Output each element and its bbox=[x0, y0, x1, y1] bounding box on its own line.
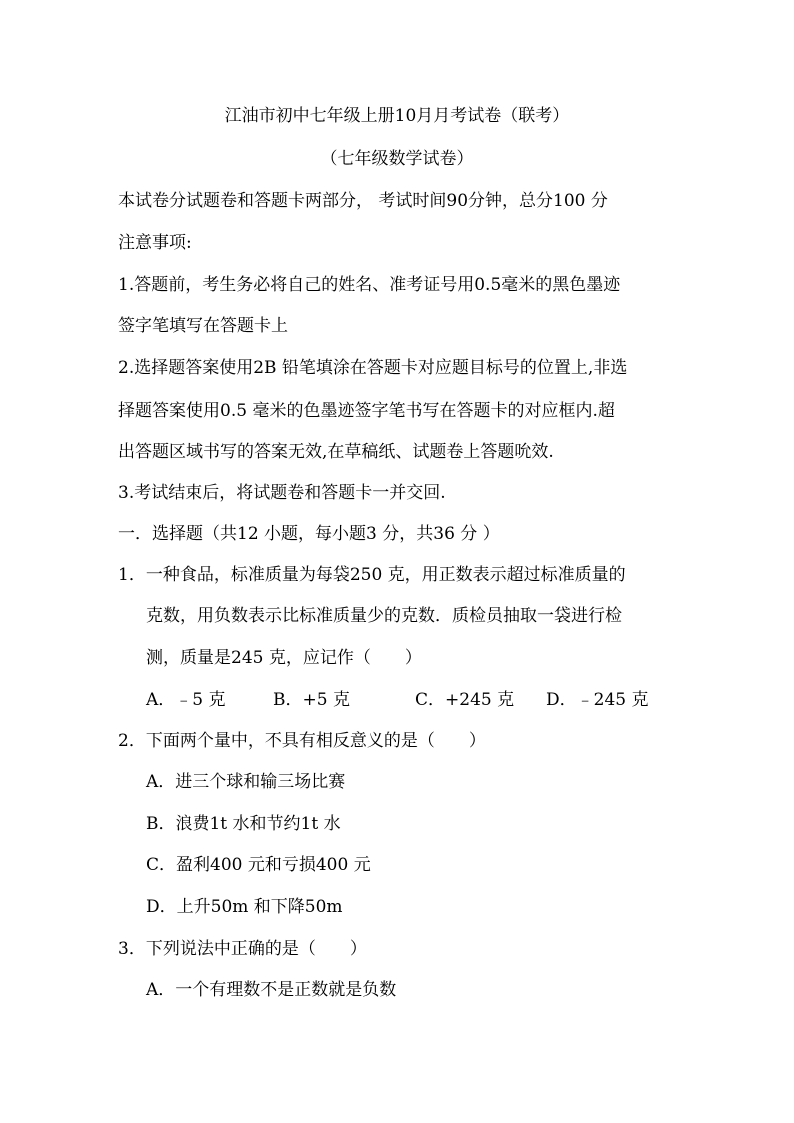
question-3-stem: 3．下列说法中正确的是（ ） bbox=[118, 939, 367, 959]
notice-line: 1.答题前，考生务必将自己的姓名、准考证号用0.5毫米的黑色墨迹 bbox=[118, 275, 621, 295]
question-2-option-a: A．进三个球和输三场比赛 bbox=[146, 772, 346, 792]
question-2-option-b: B．浪费1t 水和节约1t 水 bbox=[146, 814, 341, 834]
exam-intro: 本试卷分试题卷和答题卡两部分， 考试时间90分钟，总分100 分 bbox=[118, 191, 608, 211]
section-title: 一．选择题（共12 小题，每小题3 分，共36 分 ） bbox=[118, 524, 500, 544]
question-3-option-a: A．一个有理数不是正数就是负数 bbox=[146, 980, 397, 1000]
exam-subtitle: （七年级数学试卷） bbox=[320, 149, 474, 169]
notice-line: 择题答案使用0.5 毫米的色墨迹签字笔书写在答题卡的对应框内.超 bbox=[118, 401, 615, 421]
question-1-stem: 测，质量是245 克，应记作（ ） bbox=[146, 648, 422, 668]
question-2-option-d: D．上升50m 和下降50m bbox=[146, 897, 343, 917]
notice-line: 2.选择题答案使用2B 铅笔填涂在答题卡对应题目标号的位置上,非选 bbox=[118, 358, 628, 378]
notice-line: 出答题区域书写的答案无效,在草稿纸、试题卷上答题吮效. bbox=[118, 442, 554, 462]
notice-line: 签字笔填写在答题卡上 bbox=[118, 316, 288, 336]
question-2-option-c: C．盈利400 元和亏损400 元 bbox=[146, 855, 371, 875]
question-1-stem: 克数，用负数表示比标准质量少的克数．质检员抽取一袋进行检 bbox=[146, 606, 622, 626]
question-2-stem: 2．下面两个量中，不具有相反意义的是（ ） bbox=[118, 731, 486, 751]
question-1-option-b: B．+5 克 bbox=[273, 690, 350, 710]
question-1-option-d: D．﹣245 克 bbox=[546, 690, 649, 710]
question-1-option-a: A．﹣5 克 bbox=[146, 690, 226, 710]
notice-heading: 注意事项: bbox=[118, 233, 192, 253]
notice-line: 3.考试结束后，将试题卷和答题卡一并交回. bbox=[118, 483, 446, 503]
exam-title: 江油市初中七年级上册10月月考试卷（联考） bbox=[224, 106, 570, 126]
question-1-stem: 1．一种食品，标准质量为每袋250 克，用正数表示超过标准质量的 bbox=[118, 565, 626, 585]
question-1-option-c: C．+245 克 bbox=[415, 690, 515, 710]
